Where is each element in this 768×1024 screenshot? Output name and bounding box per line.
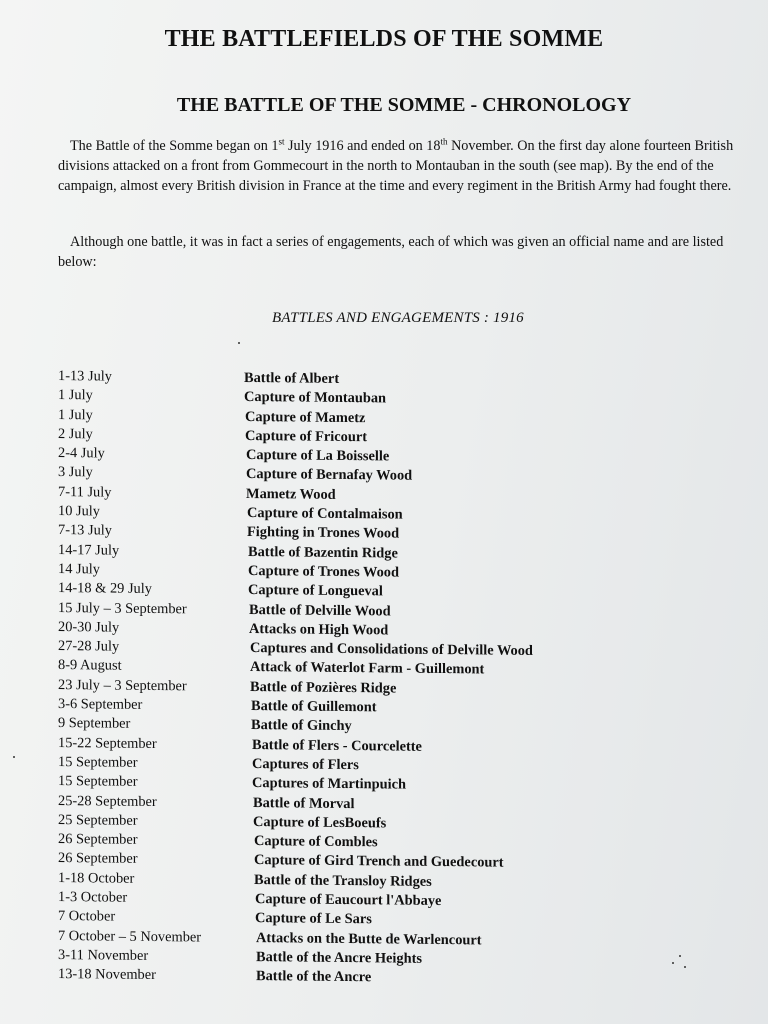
ordinal-suffix: st [278, 136, 285, 147]
engagement-date: 15 July – 3 September [58, 599, 187, 617]
engagement-name: Capture of Gird Trench and Guedecourt [254, 852, 504, 872]
intro-text-b: July 1916 and ended on 18 [284, 138, 441, 154]
engagement-name: Battle of Albert [244, 369, 340, 387]
engagement-date: 25-28 September [58, 792, 157, 810]
page-title: THE BATTLEFIELDS OF THE SOMME [164, 26, 604, 52]
engagement-name: Mametz Wood [246, 485, 336, 503]
engagement-name: Capture of Fricourt [245, 427, 368, 446]
engagement-name: Captures and Consolidations of Delville Wood [250, 640, 533, 660]
engagement-date: 1-3 October [58, 889, 128, 906]
engagement-date: 15-22 September [58, 734, 157, 752]
engagement-date: 1 July [58, 387, 93, 404]
engagement-name: Capture of La Boisselle [246, 447, 390, 465]
section-heading: BATTLES AND ENGAGEMENTS : 1916 [272, 310, 524, 326]
engagement-name: Capture of Contalmaison [247, 505, 403, 523]
engagement-name: Battle of the Ancre [256, 968, 372, 986]
engagement-name: Capture of Le Sars [255, 910, 372, 928]
intro-paragraph-1 [58, 136, 752, 196]
engagement-date: 7 October – 5 November [58, 927, 202, 946]
engagement-name: Battle of Flers - Courcelette [252, 736, 422, 755]
engagement-name: Captures of Flers [252, 755, 359, 774]
engagement-name: Capture of Longueval [248, 582, 383, 600]
engagement-name: Capture of LesBoeufs [253, 813, 387, 832]
engagement-name: Battle of Bazentin Ridge [248, 543, 398, 562]
engagement-name: Battle of Pozières Ridge [250, 678, 397, 697]
engagement-date: 8-9 August [58, 657, 122, 675]
engagement-name: Captures of Martinpuich [252, 775, 407, 793]
engagement-date: 7-11 July [58, 483, 112, 501]
intro-paragraph-2: Although one battle, it was in fact a series of engagements, each of which was given an official name and are listed below: [58, 234, 724, 270]
intro-text-a: The Battle of the Somme began on 1 [70, 138, 279, 154]
engagement-date: 15 September [58, 773, 138, 791]
engagement-date: 2 July [58, 425, 93, 443]
engagement-date: 23 July – 3 September [58, 676, 187, 695]
engagement-date: 3-11 November [58, 946, 149, 964]
engagement-name: Battle of Delville Wood [249, 601, 391, 620]
engagement-date: 9 September [58, 715, 131, 733]
engagement-date: 2-4 July [58, 445, 105, 462]
engagement-name: Battle of Guillemont [251, 698, 377, 716]
engagement-date: 7-13 July [58, 522, 112, 539]
page-subtitle: THE BATTLE OF THE SOMME - CHRONOLOGY [176, 94, 632, 116]
ink-speck [238, 342, 240, 344]
engagement-date: 13-18 November [58, 966, 156, 984]
engagement-date: 15 September [58, 753, 138, 771]
engagement-date: 1 July [58, 406, 93, 423]
engagement-name: Battle of Morval [253, 794, 355, 812]
ink-speck [13, 756, 15, 758]
ordinal-suffix: th [440, 136, 448, 147]
engagement-name: Capture of Combles [254, 833, 378, 851]
engagement-date: 14-18 & 29 July [58, 580, 152, 598]
engagement-name: Attacks on High Wood [249, 620, 389, 639]
engagement-name: Capture of Mametz [245, 408, 366, 426]
engagement-date: 20-30 July [58, 618, 120, 636]
intro-text-c: November. On the first day alone fourteen British divisions attacked on a front from Gommecourt in the north to Montauban in the south (see map). By the end of the campaign, almost every British division in France at the time and every regiment in the British Army had fought there. [58, 138, 734, 194]
engagement-name: Capture of Trones Wood [248, 562, 399, 581]
engagement-name: Battle of Ginchy [251, 717, 352, 735]
engagement-name: Capture of Bernafay Wood [246, 466, 413, 485]
engagements-list [58, 368, 758, 993]
engagement-date: 27-28 July [58, 638, 120, 655]
engagement-name: Battle of the Ancre Heights [256, 948, 422, 967]
engagement-date: 14-17 July [58, 541, 120, 559]
engagement-name: Fighting in Trones Wood [247, 524, 400, 542]
engagement-name: Attack of Waterlot Farm - Guillemont [250, 659, 485, 678]
engagement-date: 26 September [58, 831, 138, 848]
engagement-date: 14 July [58, 560, 100, 578]
engagement-date: 1-13 July [58, 368, 112, 385]
engagement-date: 1-18 October [58, 869, 135, 887]
engagement-date: 3 July [58, 464, 93, 481]
engagement-name: Capture of Montauban [244, 389, 387, 407]
engagement-date: 25 September [58, 811, 138, 829]
engagement-date: 10 July [58, 503, 100, 520]
engagement-name: Capture of Eaucourt l'Abbaye [255, 891, 442, 910]
engagement-date: 26 September [58, 850, 138, 868]
engagement-date: 7 October [58, 908, 116, 925]
engagement-name: Battle of the Transloy Ridges [254, 871, 432, 890]
engagement-date: 3-6 September [58, 696, 143, 713]
engagement-name: Attacks on the Butte de Warlencourt [256, 929, 482, 949]
